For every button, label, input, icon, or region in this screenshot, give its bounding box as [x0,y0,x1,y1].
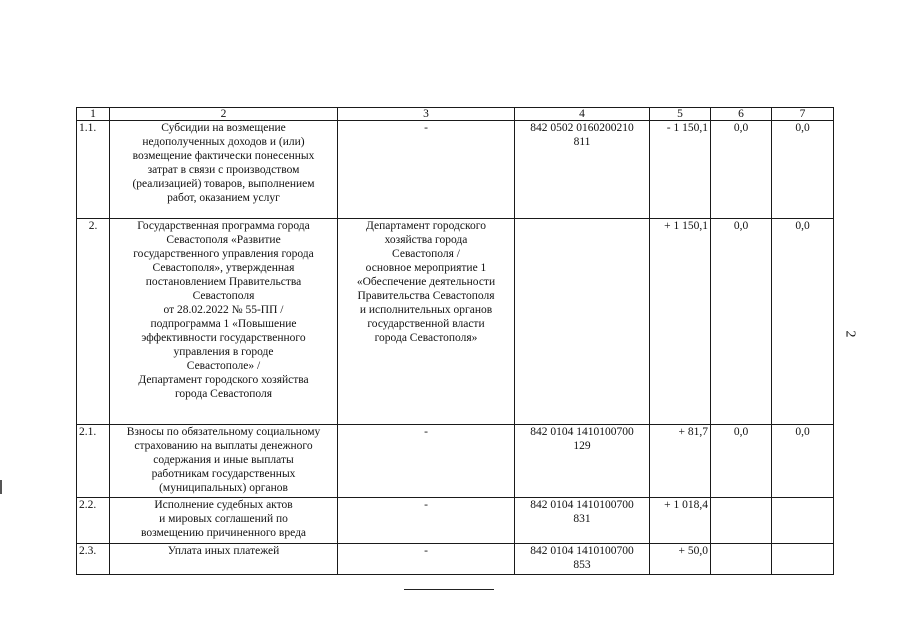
row-col7 [772,498,834,544]
row-name: Взносы по обязательному социальному страхованию на выплаты денежного содержания и иные выплаты работникам государственных (муниципальных) органов [110,425,338,498]
row-executor: - [338,425,515,498]
row-amount: + 1 018,4 [650,498,711,544]
row-budget-code: 842 0104 1410100700 831 [515,498,650,544]
header-col-7: 7 [772,108,834,121]
header-col-2: 2 [110,108,338,121]
table-row [77,121,834,219]
row-col6: 0,0 [711,219,772,425]
page-number: 2 [842,330,858,338]
table-header-row [77,108,834,121]
row-budget-code [515,219,650,425]
header-col-1: 1 [77,108,110,121]
row-col6 [711,498,772,544]
header-col-5: 5 [650,108,711,121]
row-col6 [711,544,772,575]
row-col7: 0,0 [772,219,834,425]
row-executor: Департамент городского хозяйства города Севастополя / основное мероприятие 1 «Обеспечение деятельности Правительства Севастополя и исполнительных органов государственной власти города Севастополя» [338,219,515,425]
row-name: Государственная программа города Севастополя «Развитие государственного управления города Севастополя», утвержденная постановлением Правительства Севастополя от 28.02.2022 № 55-ПП / подпрограмма 1 «Повышение эффективности государственного управления в городе Севастополе» / Департамент городского хозяйства города Севастополя [110,219,338,425]
row-col7: 0,0 [772,425,834,498]
row-name: Исполнение судебных актов и мировых соглашений по возмещению причиненного вреда [110,498,338,544]
row-amount: + 50,0 [650,544,711,575]
header-col-3: 3 [338,108,515,121]
header-col-6: 6 [711,108,772,121]
row-number: 2.3. [77,544,110,575]
row-executor: - [338,498,515,544]
table-row [77,544,834,575]
row-col6: 0,0 [711,425,772,498]
row-amount: + 1 150,1 [650,219,711,425]
row-number: 1.1. [77,121,110,219]
header-col-4: 4 [515,108,650,121]
row-col6: 0,0 [711,121,772,219]
row-executor: - [338,544,515,575]
table-row [77,219,834,425]
row-budget-code: 842 0104 1410100700 129 [515,425,650,498]
row-number: 2. [77,219,110,425]
row-budget-code: 842 0104 1410100700 853 [515,544,650,575]
row-col7: 0,0 [772,121,834,219]
row-number: 2.2. [77,498,110,544]
row-name: Субсидии на возмещение недополученных доходов и (или) возмещение фактически понесенных затрат в связи с производством (реализацией) товаров, выполнением работ, оказанием услуг [110,121,338,219]
row-number: 2.1. [77,425,110,498]
table-row [77,425,834,498]
row-amount: + 81,7 [650,425,711,498]
table-row [77,498,834,544]
row-budget-code: 842 0502 0160200210 811 [515,121,650,219]
row-name: Уплата иных платежей [110,544,338,575]
row-executor: - [338,121,515,219]
scan-edge-mark [0,480,2,494]
row-amount: - 1 150,1 [650,121,711,219]
footer-divider-line [404,589,494,590]
row-col7 [772,544,834,575]
budget-table [76,107,834,575]
